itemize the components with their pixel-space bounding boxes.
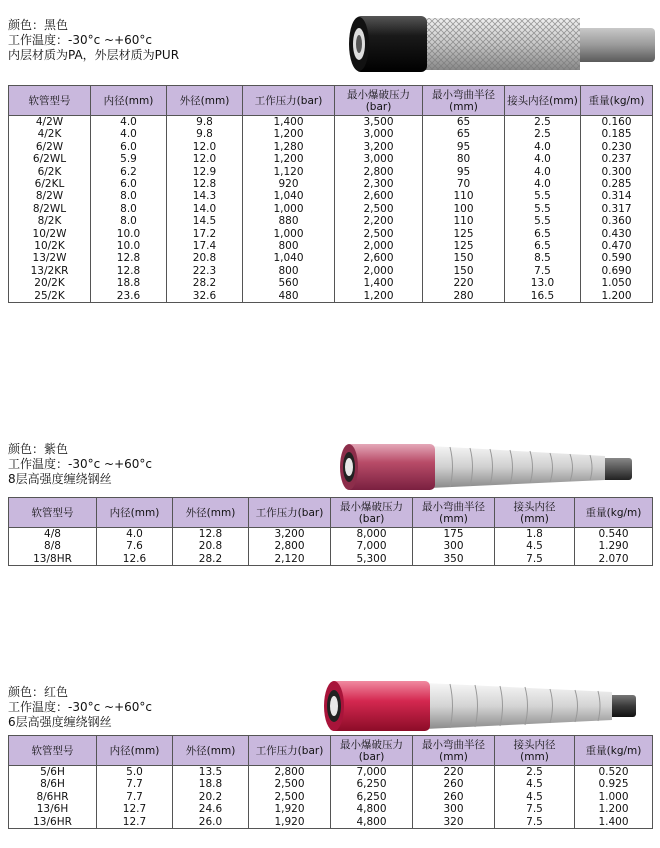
table-cell: 22.3 [167, 265, 243, 277]
table-cell: 13.0 [505, 277, 581, 289]
table-row [9, 265, 653, 277]
table-cell: 65 [423, 116, 505, 129]
table-cell: 26.0 [173, 816, 249, 829]
table-cell: 28.2 [167, 277, 243, 289]
table-cell: 4.0 [91, 116, 167, 129]
spec-table [8, 497, 653, 566]
table-cell: 7.7 [97, 778, 173, 790]
table-cell: 220 [423, 277, 505, 289]
column-header: 内径(mm) [97, 498, 173, 528]
table-cell: 2,600 [335, 190, 423, 202]
table-cell: 6.5 [505, 228, 581, 240]
table-cell: 7,000 [331, 540, 413, 552]
table-row [9, 178, 653, 190]
table-cell: 1.200 [575, 803, 653, 815]
table-cell: 220 [413, 766, 495, 779]
table-cell: 6.2 [91, 166, 167, 178]
table-cell: 125 [423, 228, 505, 240]
table-row [9, 116, 653, 129]
table-cell: 3,500 [335, 116, 423, 129]
table-cell: 12.7 [97, 816, 173, 829]
model-cell: 6/2W [9, 141, 91, 153]
table-cell: 1.200 [581, 290, 653, 303]
table-cell: 5.9 [91, 153, 167, 165]
table-cell: 13.5 [173, 766, 249, 779]
table-row [9, 791, 653, 803]
model-cell: 4/2W [9, 116, 91, 129]
table-cell: 110 [423, 215, 505, 227]
table-cell: 280 [423, 290, 505, 303]
table-cell: 4.5 [495, 540, 575, 552]
table-header-row [9, 736, 653, 766]
table-cell: 8.0 [91, 190, 167, 202]
section-red-hose [0, 675, 660, 848]
table-cell: 2.070 [575, 553, 653, 566]
table-cell: 7.5 [505, 265, 581, 277]
table-cell: 23.6 [91, 290, 167, 303]
model-cell: 13/2KR [9, 265, 91, 277]
column-header: 工作压力(bar) [243, 86, 335, 116]
table-cell: 175 [413, 528, 495, 541]
table-row [9, 778, 653, 790]
table-cell: 12.8 [167, 178, 243, 190]
table-cell: 300 [413, 540, 495, 552]
table-cell: 0.360 [581, 215, 653, 227]
column-header: 接头内径 (mm) [495, 498, 575, 528]
table-row [9, 252, 653, 264]
model-cell: 8/2WL [9, 203, 91, 215]
table-row [9, 190, 653, 202]
table-cell: 2,300 [335, 178, 423, 190]
color-label: 颜色：紫色 [8, 442, 69, 456]
column-header: 重量(kg/m) [575, 498, 653, 528]
spec-info [8, 18, 179, 63]
table-cell: 95 [423, 166, 505, 178]
table-cell: 1,000 [243, 203, 335, 215]
column-header: 工作压力(bar) [249, 736, 331, 766]
table-cell: 150 [423, 265, 505, 277]
table-row [9, 277, 653, 289]
temperature-label: 工作温度：-30°c ~+60°c [8, 33, 152, 47]
column-header: 最小爆破压力 (bar) [335, 86, 423, 116]
table-cell: 12.8 [91, 265, 167, 277]
table-cell: 0.690 [581, 265, 653, 277]
table-cell: 0.540 [575, 528, 653, 541]
table-cell: 5,300 [331, 553, 413, 566]
table-row [9, 766, 653, 779]
table-cell: 17.4 [167, 240, 243, 252]
column-header: 接头内径(mm) [505, 86, 581, 116]
spec-table [8, 85, 653, 303]
column-header: 内径(mm) [91, 86, 167, 116]
table-cell: 6.0 [91, 178, 167, 190]
table-cell: 0.237 [581, 153, 653, 165]
spec-table [8, 735, 653, 829]
model-cell: 13/2W [9, 252, 91, 264]
table-cell: 1.8 [495, 528, 575, 541]
table-cell: 2,500 [249, 778, 331, 790]
table-cell: 14.5 [167, 215, 243, 227]
table-cell: 320 [413, 816, 495, 829]
table-row [9, 215, 653, 227]
model-cell: 10/2K [9, 240, 91, 252]
table-cell: 4.0 [505, 153, 581, 165]
table-cell: 350 [413, 553, 495, 566]
model-cell: 4/8 [9, 528, 97, 541]
table-row [9, 141, 653, 153]
table-cell: 17.2 [167, 228, 243, 240]
column-header: 重量(kg/m) [581, 86, 653, 116]
table-cell: 2,500 [335, 228, 423, 240]
table-cell: 4.0 [97, 528, 173, 541]
table-cell: 70 [423, 178, 505, 190]
table-cell: 6.5 [505, 240, 581, 252]
model-cell: 13/6H [9, 803, 97, 815]
table-row [9, 153, 653, 165]
model-cell: 13/8HR [9, 553, 97, 566]
table-cell: 7.5 [495, 553, 575, 566]
table-cell: 560 [243, 277, 335, 289]
column-header: 接头内径 (mm) [495, 736, 575, 766]
table-cell: 10.0 [91, 240, 167, 252]
table-cell: 0.520 [575, 766, 653, 779]
column-header: 最小爆破压力 (bar) [331, 736, 413, 766]
table-cell: 125 [423, 240, 505, 252]
table-cell: 4.0 [505, 178, 581, 190]
material-note: 8层高强度缠绕钢丝 [8, 472, 112, 486]
table-cell: 800 [243, 240, 335, 252]
column-header: 最小爆破压力 (bar) [331, 498, 413, 528]
table-row [9, 816, 653, 829]
table-cell: 12.0 [167, 141, 243, 153]
table-cell: 2.5 [505, 116, 581, 129]
table-cell: 3,000 [335, 153, 423, 165]
column-header: 工作压力(bar) [249, 498, 331, 528]
table-cell: 260 [413, 791, 495, 803]
table-row [9, 553, 653, 566]
table-cell: 18.8 [91, 277, 167, 289]
column-header: 软管型号 [9, 736, 97, 766]
table-cell: 1,040 [243, 190, 335, 202]
table-cell: 9.8 [167, 128, 243, 140]
table-cell: 1.000 [575, 791, 653, 803]
table-cell: 14.3 [167, 190, 243, 202]
table-cell: 4.5 [495, 778, 575, 790]
table-cell: 800 [243, 265, 335, 277]
table-row [9, 166, 653, 178]
table-cell: 20.8 [167, 252, 243, 264]
table-cell: 920 [243, 178, 335, 190]
table-cell: 2,800 [335, 166, 423, 178]
table-cell: 1,200 [243, 153, 335, 165]
table-row [9, 228, 653, 240]
column-header: 外径(mm) [173, 736, 249, 766]
model-cell: 13/6HR [9, 816, 97, 829]
table-cell: 1,920 [249, 803, 331, 815]
table-cell: 4.0 [91, 128, 167, 140]
black-hose-image [345, 12, 657, 76]
table-cell: 0.590 [581, 252, 653, 264]
table-cell: 10.0 [91, 228, 167, 240]
table-cell: 2,500 [335, 203, 423, 215]
table-cell: 300 [413, 803, 495, 815]
table-cell: 9.8 [167, 116, 243, 129]
table-cell: 2,000 [335, 240, 423, 252]
table-cell: 100 [423, 203, 505, 215]
table-cell: 0.285 [581, 178, 653, 190]
table-cell: 24.6 [173, 803, 249, 815]
model-cell: 5/6H [9, 766, 97, 779]
table-cell: 150 [423, 252, 505, 264]
column-header: 软管型号 [9, 498, 97, 528]
table-cell: 1,400 [243, 116, 335, 129]
section-purple-hose [0, 430, 660, 580]
column-header: 最小弯曲半径 (mm) [423, 86, 505, 116]
table-body [9, 116, 653, 303]
model-cell: 20/2K [9, 277, 91, 289]
table-cell: 7.6 [97, 540, 173, 552]
table-cell: 20.8 [173, 540, 249, 552]
table-cell: 1,280 [243, 141, 335, 153]
table-cell: 2,800 [249, 540, 331, 552]
model-cell: 6/2K [9, 166, 91, 178]
table-cell: 1,000 [243, 228, 335, 240]
table-cell: 260 [413, 778, 495, 790]
table-cell: 12.8 [173, 528, 249, 541]
model-cell: 10/2W [9, 228, 91, 240]
table-cell: 65 [423, 128, 505, 140]
table-cell: 1.050 [581, 277, 653, 289]
table-cell: 2,200 [335, 215, 423, 227]
table-cell: 7,000 [331, 766, 413, 779]
table-cell: 1,920 [249, 816, 331, 829]
table-cell: 4,800 [331, 803, 413, 815]
table-row [9, 803, 653, 815]
table-cell: 5.0 [97, 766, 173, 779]
table-cell: 4.0 [505, 141, 581, 153]
table-cell: 1,120 [243, 166, 335, 178]
table-cell: 8.5 [505, 252, 581, 264]
material-note: 6层高强度缠绕钢丝 [8, 715, 112, 729]
model-cell: 25/2K [9, 290, 91, 303]
table-row [9, 290, 653, 303]
model-cell: 8/6HR [9, 791, 97, 803]
model-cell: 8/8 [9, 540, 97, 552]
table-cell: 6,250 [331, 791, 413, 803]
color-label: 颜色：黑色 [8, 18, 69, 32]
table-cell: 3,200 [335, 141, 423, 153]
table-cell: 2.5 [495, 766, 575, 779]
table-row [9, 528, 653, 541]
table-cell: 0.160 [581, 116, 653, 129]
table-cell: 1,200 [335, 290, 423, 303]
model-cell: 6/2WL [9, 153, 91, 165]
temperature-label: 工作温度：-30°c ~+60°c [8, 457, 152, 471]
table-cell: 95 [423, 141, 505, 153]
table-body [9, 528, 653, 566]
table-header-row [9, 86, 653, 116]
model-cell: 4/2K [9, 128, 91, 140]
table-cell: 0.925 [575, 778, 653, 790]
table-cell: 12.6 [97, 553, 173, 566]
model-cell: 8/2W [9, 190, 91, 202]
model-cell: 8/2K [9, 215, 91, 227]
table-row [9, 128, 653, 140]
table-cell: 8,000 [331, 528, 413, 541]
table-cell: 5.5 [505, 190, 581, 202]
table-cell: 1.290 [575, 540, 653, 552]
table-cell: 5.5 [505, 215, 581, 227]
table-cell: 3,200 [249, 528, 331, 541]
table-cell: 0.314 [581, 190, 653, 202]
table-cell: 4,800 [331, 816, 413, 829]
purple-hose-image [335, 438, 635, 494]
table-cell: 2,800 [249, 766, 331, 779]
column-header: 外径(mm) [173, 498, 249, 528]
table-cell: 480 [243, 290, 335, 303]
table-cell: 0.470 [581, 240, 653, 252]
table-cell: 12.0 [167, 153, 243, 165]
table-cell: 1,040 [243, 252, 335, 264]
table-cell: 8.0 [91, 203, 167, 215]
column-header: 最小弯曲半径 (mm) [413, 736, 495, 766]
table-cell: 16.5 [505, 290, 581, 303]
table-cell: 7.5 [495, 816, 575, 829]
table-body [9, 766, 653, 829]
table-cell: 0.317 [581, 203, 653, 215]
material-note: 内层材质为PA，外层材质为PUR [8, 48, 180, 62]
table-cell: 12.9 [167, 166, 243, 178]
table-cell: 0.230 [581, 141, 653, 153]
red-hose-image [320, 677, 640, 733]
table-header-row [9, 498, 653, 528]
table-cell: 0.430 [581, 228, 653, 240]
table-cell: 7.7 [97, 791, 173, 803]
table-cell: 4.0 [505, 166, 581, 178]
table-cell: 1.400 [575, 816, 653, 829]
table-cell: 20.2 [173, 791, 249, 803]
table-cell: 2,600 [335, 252, 423, 264]
column-header: 内径(mm) [97, 736, 173, 766]
table-cell: 28.2 [173, 553, 249, 566]
table-cell: 12.8 [91, 252, 167, 264]
table-cell: 8.0 [91, 215, 167, 227]
temperature-label: 工作温度：-30°c ~+60°c [8, 700, 152, 714]
table-cell: 18.8 [173, 778, 249, 790]
table-cell: 32.6 [167, 290, 243, 303]
table-cell: 3,000 [335, 128, 423, 140]
table-cell: 2,000 [335, 265, 423, 277]
column-header: 外径(mm) [167, 86, 243, 116]
table-cell: 2.5 [505, 128, 581, 140]
color-label: 颜色：红色 [8, 685, 69, 699]
table-cell: 880 [243, 215, 335, 227]
table-cell: 110 [423, 190, 505, 202]
table-row [9, 540, 653, 552]
table-cell: 2,120 [249, 553, 331, 566]
table-cell: 0.185 [581, 128, 653, 140]
table-cell: 5.5 [505, 203, 581, 215]
column-header: 软管型号 [9, 86, 91, 116]
table-row [9, 203, 653, 215]
table-cell: 80 [423, 153, 505, 165]
table-row [9, 240, 653, 252]
table-cell: 14.0 [167, 203, 243, 215]
column-header: 重量(kg/m) [575, 736, 653, 766]
spec-info [8, 442, 152, 487]
model-cell: 8/6H [9, 778, 97, 790]
section-black-hose [0, 0, 660, 360]
table-cell: 6.0 [91, 141, 167, 153]
table-cell: 4.5 [495, 791, 575, 803]
spec-info [8, 685, 152, 730]
table-cell: 1,400 [335, 277, 423, 289]
table-cell: 7.5 [495, 803, 575, 815]
table-cell: 2,500 [249, 791, 331, 803]
table-cell: 12.7 [97, 803, 173, 815]
table-cell: 1,200 [243, 128, 335, 140]
model-cell: 6/2KL [9, 178, 91, 190]
table-cell: 0.300 [581, 166, 653, 178]
column-header: 最小弯曲半径 (mm) [413, 498, 495, 528]
table-cell: 6,250 [331, 778, 413, 790]
